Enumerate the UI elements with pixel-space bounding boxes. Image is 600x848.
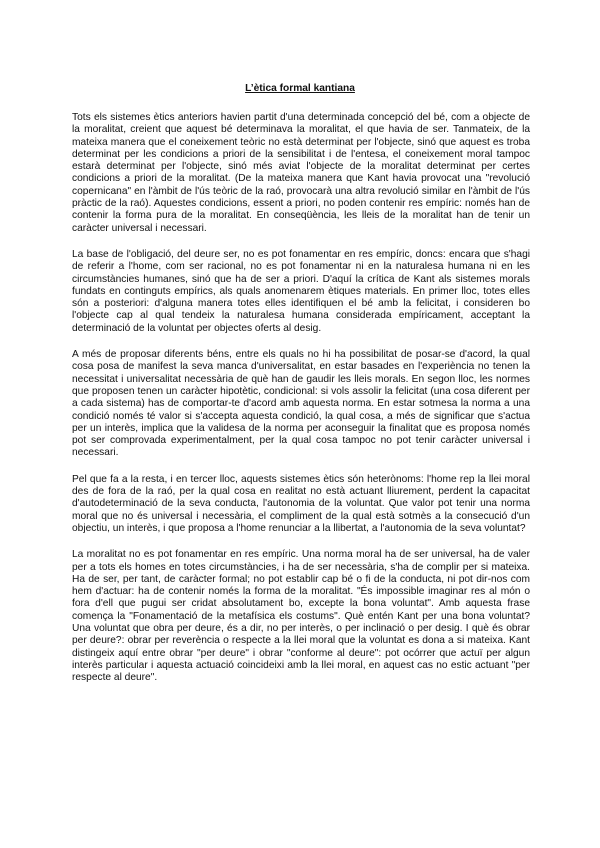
paragraph-1: Tots els sistemes ètics anteriors havien partit d'una determinada concepció del bé, com a objecte de la moralitat, creient que aquest bé determinava la moralitat, el que havia de ser. Tanmateix, de la mateixa manera que el coneixement teòric no està determinat per l'objecte, sinó que aquest es troba determinat per les condicions a priori de la sensibilitat i de l'entesa, el coneixement moral tampoc estarà determinat per l'objecte, sinó més aviat l'objecte de la moralitat determinat per certes condicions a priori de la moralitat. (De la mateixa manera que Kant havia provocat una "revolució copernicana" en l'àmbit de l'ús teòric de la raó, provocarà una altra revolució similar en l'àmbit de l'ús pràctic de la raó). Aquestes condicions, essent a priori, no poden contenir res empíric: només han de contenir la forma pura de la moralitat. En conseqüència, les lleis de la moralitat han de tenir un caràcter universal i necessari. — [72, 112, 530, 234]
document-body — [72, 112, 530, 698]
paragraph-3: A més de proposar diferents béns, entre els quals no hi ha possibilitat de posar-se d'acord, la qual cosa posa de manifest la seva manca d'universalitat, en estar basades en l'experiència no tenen la necessitat i universalitat necessària de què han de gaudir les lleis morals. En segon lloc, les normes que proposen tenen un caràcter hipotètic, condicional: si vols assolir la felicitat (una cosa diferent per a cada sistema) has de comportar-te d'acord amb aquesta norma. En estar sotmesa la norma a una condició només té valor si s'accepta aquesta condició, la qual cosa, a més de significar que s'actua per un interès, implica que la validesa de la norma per aconseguir la finalitat que es proposa només pot ser comprovada experimentalment, per la qual cosa tampoc no pot tenir caràcter universal i necessari. — [72, 349, 530, 459]
paragraph-5: La moralitat no es pot fonamentar en res empíric. Una norma moral ha de ser universal, ha de valer per a tots els homes en totes circumstàncies, i ha de ser necessària, s'ha de complir per si mateixa. Ha de ser, per tant, de caràcter formal; no pot establir cap bé o fi de la conducta, ni pot dir-nos com hem d'actuar: ha de contenir només la forma de la moralitat. "És impossible imaginar res al món o fora d'ell que pugui ser cridat absolutament bo, excepte la bona voluntat". Amb aquesta frase comença la "Fonamentació de la metafísica els costums". Què entén Kant per una bona voluntat? Una voluntat que obra per deure, és a dir, no per interès, o per inclinació o per desig. I què és obrar per deure?: obrar per reverència o respecte a la llei moral que la voluntat es dona a si mateixa. Kant distingeix aquí entre obrar "per deure" i obrar "conforme al deure": pot ocórrer que actuï per algun interès particular i aquesta actuació coincideixi amb la llei moral, en aquest cas no estic actuant "per respecte al deure". — [72, 549, 530, 684]
paragraph-4: Pel que fa a la resta, i en tercer lloc, aquests sistemes ètics són heterònoms: l'home rep la llei moral des de fora de la raó, per la qual cosa en realitat no està actuant lliurement, perdent la capacitat d'autodeterminació de la seva conducta, l'autonomia de la voluntat. Que valor pot tenir una norma moral que no és universal i necessària, el compliment de la qual està sotmès a la consecució d'un objectiu, un interès, i que proposa a l'home renunciar a la llibertat, a l'autonomia de la seva voluntat? — [72, 473, 530, 534]
document-title: L’ètica formal kantiana — [245, 83, 355, 94]
paragraph-2: La base de l'obligació, del deure ser, no es pot fonamentar en res empíric, doncs: encara que s'hagi de referir a l'home, com ser racional, no es pot fonamentar ni en la naturalesa humana ni en les circumstàncies humanes, sinó que ha de ser a priori. D'aquí la crítica de Kant als sistemes morals fundats en continguts empírics, als quals anomenarem ètiques materials. En primer lloc, totes elles són a posteriori: d'alguna manera totes elles identifiquen el bé amb la felicitat, i consideren bo l'objecte cap al qual tendeix la naturalesa humana considerada empíricament, acceptant la determinació de la voluntat per objectes oferts al desig. — [72, 248, 530, 334]
